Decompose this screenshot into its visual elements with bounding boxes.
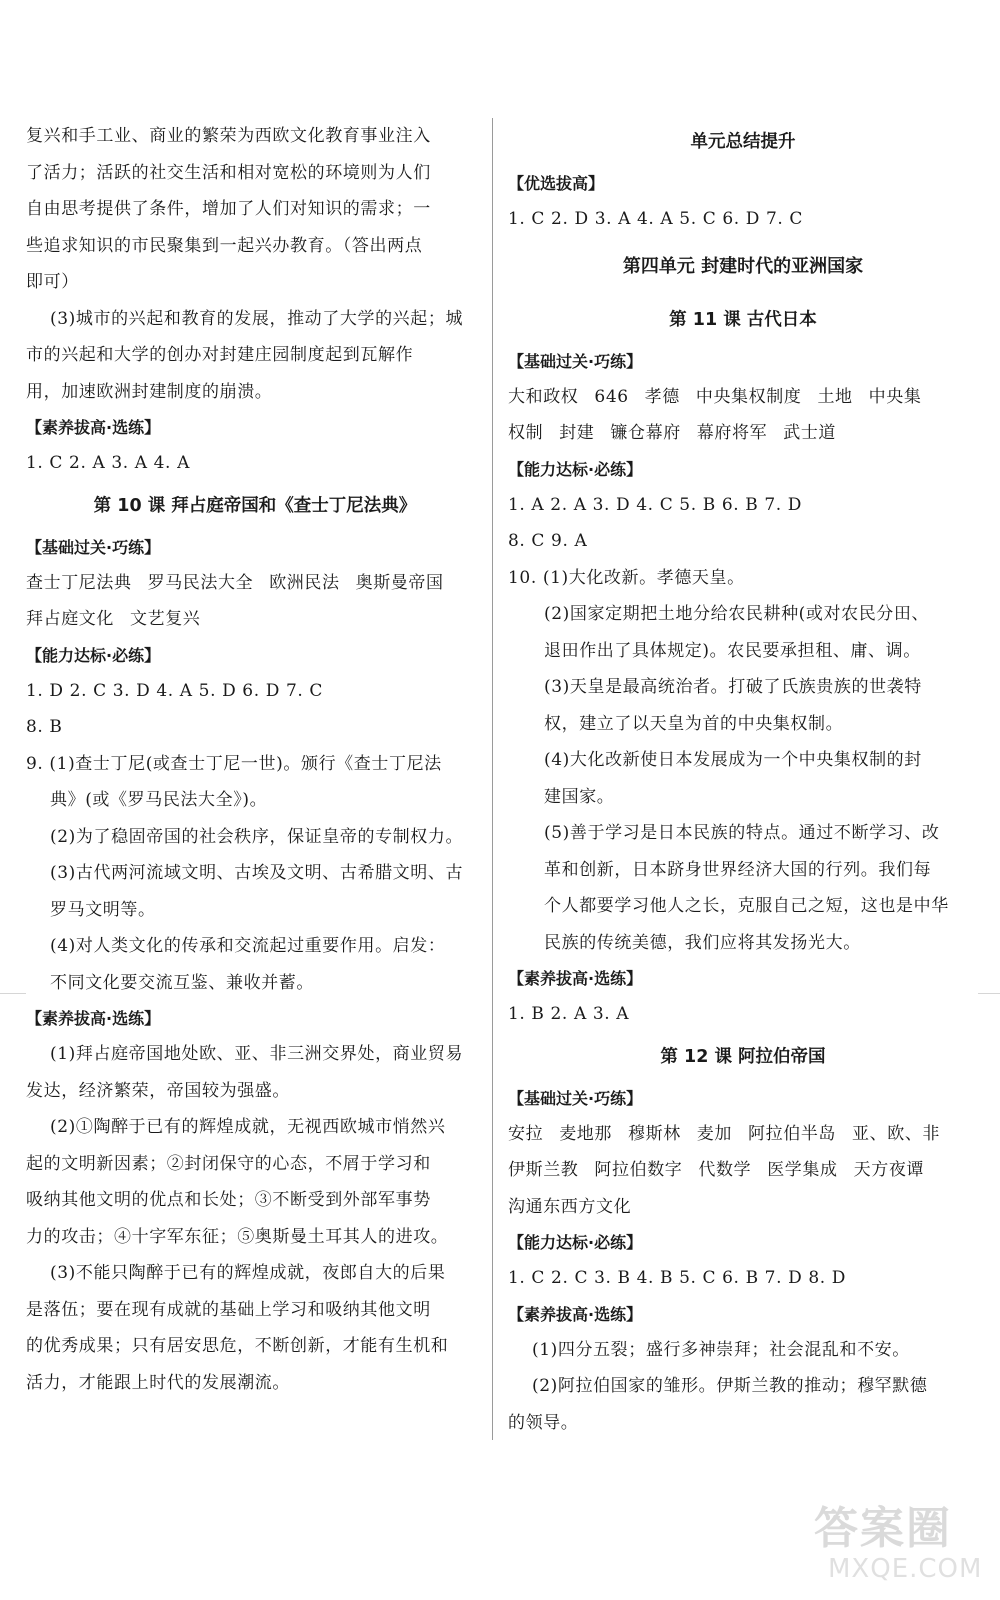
watermark-logo <box>808 1488 998 1598</box>
answer-text-line: (2)为了稳固帝国的社会秩序，保证皇帝的专制权力。 <box>50 826 464 847</box>
answer-text-line: 用，加速欧洲封建制度的崩溃。 <box>26 381 273 402</box>
section-heading: 【基础过关·巧练】 <box>508 1088 643 1108</box>
answer-text-line: 起的文明新因素；②封闭保守的心态，不屑于学习和 <box>26 1153 431 1174</box>
answer-text-line: 1. D 2. C 3. D 4. A 5. D 6. D 7. C <box>26 680 323 701</box>
keyword-line: 权制 封建 镰仓幕府 幕府将军 武士道 <box>508 423 837 443</box>
unit-title: 第四单元 封建时代的亚洲国家 <box>622 255 864 277</box>
column-divider <box>492 118 493 1440</box>
answer-text-line: 建国家。 <box>544 786 615 807</box>
answer-text-line: 发达，经济繁荣，帝国较为强盛。 <box>26 1080 290 1101</box>
answer-text-line: 革和创新，日本跻身世界经济大国的行列。我们每 <box>544 859 932 880</box>
answer-text-line: 1. B 2. A 3. A <box>508 1004 630 1024</box>
answer-text-line: 退田作出了具体规定)。农民要承担租、庸、调。 <box>544 640 921 661</box>
section-heading: 【优选拔高】 <box>508 174 605 193</box>
answer-text-line: 力的攻击；④十字军东征；⑤奥斯曼土耳其人的进攻。 <box>26 1226 449 1247</box>
watermark-logo-text: 答案圈 <box>814 1503 952 1554</box>
answer-text-line: 典》(或《罗马民法大全》)。 <box>50 790 268 810</box>
section-heading: 【能力达标·必练】 <box>26 645 161 665</box>
answer-text-line: 了活力；活跃的社交生活和相对宽松的环境则为人们 <box>26 162 431 183</box>
answer-text-line: 1. A 2. A 3. D 4. C 5. B 6. B 7. D <box>508 494 802 515</box>
answer-text-line: (4)对人类文化的传承和交流起过重要作用。启发： <box>50 936 446 956</box>
keyword-line: 沟通东西方文化 <box>508 1196 632 1217</box>
answer-text-line: 1. C 2. D 3. A 4. A 5. C 6. D 7. C <box>508 209 804 229</box>
keyword-line: 安拉 麦地那 穆斯林 麦加 阿拉伯半岛 亚、欧、非 <box>508 1123 941 1144</box>
answer-text-line: 活力，才能跟上时代的发展潮流。 <box>26 1372 290 1393</box>
answer-text-line: (3)不能只陶醉于已有的辉煌成就，夜郎自大的后果 <box>50 1263 446 1283</box>
answer-text-line: 10. (1)大化改新。孝德天皇。 <box>508 567 745 588</box>
answer-text-line: 的优秀成果；只有居安思危，不断创新，才能有生机和 <box>26 1336 449 1356</box>
keyword-line: 查士丁尼法典 罗马民法大全 欧洲民法 奥斯曼帝国 <box>26 572 444 593</box>
answer-text-line: (3)古代两河流域文明、古埃及文明、古希腊文明、古 <box>50 863 464 883</box>
answer-text-line: 市的兴起和大学的创办对封建庄园制度起到瓦解作 <box>26 345 414 365</box>
answer-text-line: 1. C 2. C 3. B 4. B 5. C 6. B 7. D 8. D <box>508 1268 846 1288</box>
section-heading: 【素养拔高·选练】 <box>26 1009 161 1028</box>
section-heading: 【能力达标·必练】 <box>508 459 643 479</box>
page-fold-mark-left <box>0 993 26 994</box>
answer-text-line: 8. B <box>26 717 63 737</box>
lesson-title: 第 10 课 拜占庭帝国和《查士丁尼法典》 <box>93 495 417 516</box>
answer-text-line: (1)四分五裂；盛行多神崇拜；社会混乱和不安。 <box>532 1339 910 1360</box>
answer-text-line: (3)城市的兴起和教育的发展，推动了大学的兴起；城 <box>50 308 464 329</box>
answer-text-line: 吸纳其他文明的优点和长处；③不断受到外部军事势 <box>26 1190 431 1210</box>
answer-text-line: 是落伍；要在现有成就的基础上学习和吸纳其他文明 <box>26 1299 431 1320</box>
section-heading: 【素养拔高·选练】 <box>508 969 643 988</box>
answer-text-line: (2)①陶醉于已有的辉煌成就，无视西欧城市悄然兴 <box>50 1117 446 1137</box>
answer-text-line: 不同文化要交流互鉴、兼收并蓄。 <box>50 972 314 993</box>
answer-text-line: 的领导。 <box>508 1412 579 1433</box>
answer-text-line: (3)天皇是最高统治者。打破了氏族贵族的世袭特 <box>544 677 922 697</box>
answer-text-line: (2)阿拉伯国家的雏形。伊斯兰教的推动；穆罕默德 <box>532 1376 928 1396</box>
answer-text-line: 民族的传统美德，我们应将其发扬光大。 <box>544 932 861 953</box>
watermark-url: MXQE.COM <box>828 1554 983 1584</box>
keyword-line: 伊斯兰教 阿拉伯数字 代数学 医学集成 天方夜谭 <box>508 1160 925 1180</box>
section-heading: 【基础过关·巧练】 <box>26 537 161 557</box>
answer-text-line: 9. (1)查士丁尼(或查士丁尼一世)。颁行《查士丁尼法 <box>26 753 442 774</box>
answer-text-line: 自由思考提供了条件，增加了人们对知识的需求；一 <box>26 199 431 219</box>
keyword-line: 大和政权 646 孝德 中央集权制度 土地 中央集 <box>508 386 922 407</box>
answer-text-line: 复兴和手工业、商业的繁荣为西欧文化教育事业注入 <box>26 126 431 146</box>
answer-text-line: 罗马文明等。 <box>50 899 156 920</box>
answer-text-line: 8. C 9. A <box>508 531 588 551</box>
answer-text-line: (2)国家定期把土地分给农民耕种(或对农民分田、 <box>544 604 930 624</box>
answer-text-line: (5)善于学习是日本民族的特点。通过不断学习、改 <box>544 823 940 843</box>
answer-text-line: 即可） <box>26 272 79 292</box>
answer-text-line: 个人都要学习他人之长，克服自己之短，这也是中华 <box>544 896 949 916</box>
page-fold-mark-right <box>978 993 1000 994</box>
keyword-line: 拜占庭文化 文艺复兴 <box>26 609 201 629</box>
lesson-title: 单元总结提升 <box>690 132 796 152</box>
answer-text-line: 1. C 2. A 3. A 4. A <box>26 453 190 473</box>
answer-text-line: (1)拜占庭帝国地处欧、亚、非三洲交界处，商业贸易 <box>50 1044 464 1064</box>
answer-text-line: 些追求知识的市民聚集到一起兴办教育。（答出两点 <box>26 235 423 256</box>
lesson-title: 第 12 课 阿拉伯帝国 <box>660 1046 826 1067</box>
answer-text-line: (4)大化改新使日本发展成为一个中央集权制的封 <box>544 750 922 770</box>
section-heading: 【素养拔高·选练】 <box>26 418 161 437</box>
section-heading: 【能力达标·必练】 <box>508 1233 643 1252</box>
left-answer-column <box>26 118 484 1401</box>
answer-text-line: 权，建立了以天皇为首的中央集权制。 <box>544 713 844 734</box>
lesson-title: 第 11 课 古代日本 <box>669 309 817 330</box>
right-answer-column <box>508 118 978 1441</box>
section-heading: 【基础过关·巧练】 <box>508 351 643 371</box>
section-heading: 【素养拔高·选练】 <box>508 1304 643 1324</box>
